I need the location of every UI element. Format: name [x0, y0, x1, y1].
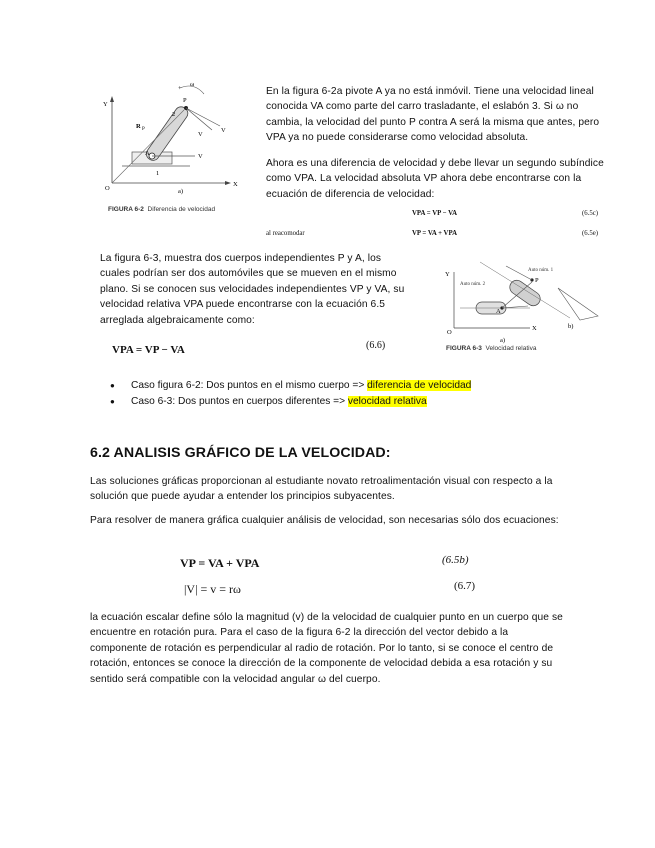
figure-6-2-caption-label: FIGURA 6-2: [108, 206, 144, 213]
svg-text:A: A: [145, 150, 150, 157]
paragraph-fig-6-2: En la figura 6-2a pivote A ya no está inmóvil. Tiene una velocidad lineal conocida VA como parte del carro trasladante, el eslabón 3. Si ω no cambia, la velocidad del punto P contra A será la misma que antes, pero VPA ya no puede considerarse como velocidad absoluta.: [266, 86, 600, 144]
figure-6-2-drawing: [100, 78, 250, 218]
svg-text:X: X: [532, 325, 537, 332]
eq-6-6: [112, 340, 402, 356]
eq-block-small: [266, 208, 606, 244]
svg-text:a): a): [178, 188, 184, 195]
figure-6-2: [100, 78, 250, 218]
section-heading: 6.2 ANALISIS GRÁFICO DE LA VELOCIDAD:: [90, 445, 391, 461]
eq-6-5b-number: (6.5b): [442, 554, 469, 566]
bullet-text: Caso figura 6-2: Dos puntos en el mismo cuerpo =>: [131, 380, 368, 391]
svg-text:Y: Y: [103, 101, 108, 108]
svg-text:ω: ω: [190, 81, 195, 88]
svg-text:V: V: [198, 131, 203, 138]
list-item: [106, 378, 576, 394]
figure-6-3-drawing: [440, 258, 610, 354]
case-bullet-list: [106, 378, 576, 409]
eq-6-5c-number: (6.5c): [582, 210, 599, 217]
paragraph-graphic-solutions: Las soluciones gráficas proporcionan al estudiante novato retroalimentación visual con respecto a la solución que puede ayudar a entender los principios subyacentes.: [90, 476, 553, 503]
svg-text:V: V: [198, 153, 203, 160]
eq-6-7-text: |V| = v = rω: [184, 582, 241, 596]
eq-6-5b-text: VP = VA + VPA: [180, 556, 260, 570]
figure-6-3-auto2: Auto núm. 2: [460, 282, 486, 287]
svg-text:Y: Y: [445, 271, 450, 278]
svg-text:V: V: [221, 127, 226, 134]
eq-6-5e-number: (6.5e): [582, 230, 599, 237]
bullet-highlight: velocidad relativa: [347, 395, 427, 407]
figure-6-3-auto1: Auto núm. 1: [528, 268, 554, 273]
figure-6-3-caption-text: Velocidad relativa: [485, 345, 537, 352]
eq-6-5b: [180, 554, 500, 572]
svg-text:X: X: [233, 181, 238, 188]
bullet-text: Caso 6-3: Dos puntos en cuerpos diferentes =>: [131, 395, 348, 407]
paragraph-two-equations: Para resolver de manera gráfica cualquier análisis de velocidad, son necesarias sólo dos ecuaciones:: [90, 515, 559, 526]
figure-6-2-caption: [108, 206, 215, 213]
eq-6-7-number: (6.7): [454, 580, 476, 592]
paragraph-scalar-equation: la ecuación escalar define sólo la magnitud (v) de la velocidad de cualquier punto en un cuerpo que se encuentre en rotación pura. Para el caso de la figura 6-2 la dirección del vector debido a la componente de rotación es perpendicular al radio de rotación. Por lo tanto, si se conoce el centro de rotación, entonces se conoce la dirección de la componente de velocidad debida a esa rotación y su sentido será compatible con la velocidad angular ω del cuerpo.: [90, 612, 563, 685]
figure-6-2-caption-text: Diferencia de velocidad: [147, 206, 216, 213]
svg-text:A: A: [496, 308, 501, 315]
svg-text:+: +: [178, 85, 182, 92]
svg-text:O: O: [105, 185, 110, 192]
eq-6-5c: VPA = VP − VA: [412, 210, 458, 217]
svg-text:R: R: [136, 123, 141, 130]
eq-6-6-text: VPA = VP − VA: [112, 344, 185, 356]
svg-text:P: P: [183, 97, 187, 104]
svg-text:2: 2: [172, 111, 176, 118]
svg-text:a): a): [500, 337, 506, 344]
svg-text:O: O: [447, 329, 452, 336]
bullet-highlight: diferencia de velocidad: [367, 380, 472, 391]
svg-text:P: P: [142, 127, 145, 132]
paragraph-fig-6-3: La figura 6-3, muestra dos cuerpos independientes P y A, los cuales podrían ser dos automóviles que se mueven en el mismo plano. Si se conocen sus velocidades independientes VP y VA, su velocidad relativa VPA puede encontrarse con la ecuación 6.5 arreglada algebraicamente como:: [100, 253, 405, 326]
eq-6-5e: VP = VA + VPA: [412, 230, 458, 237]
figure-6-3: [440, 258, 610, 354]
svg-text:1: 1: [156, 170, 160, 177]
eq-6-7: [184, 580, 504, 598]
list-item: [106, 394, 576, 410]
figure-6-3-caption: [446, 345, 536, 352]
eq-block-left-text: al reacomodar: [266, 230, 305, 237]
figure-6-3-caption-label: FIGURA 6-3: [446, 345, 482, 352]
paragraph-velocity-difference: Ahora es una diferencia de velocidad y debe llevar un segundo subíndice como VPA. La velocidad absoluta VP ahora debe encontrarse con la ecuación de diferencia de velocidad:: [266, 158, 604, 200]
svg-text:b): b): [568, 323, 574, 330]
eq-6-6-number: (6.6): [366, 340, 386, 351]
svg-text:P: P: [535, 277, 539, 284]
